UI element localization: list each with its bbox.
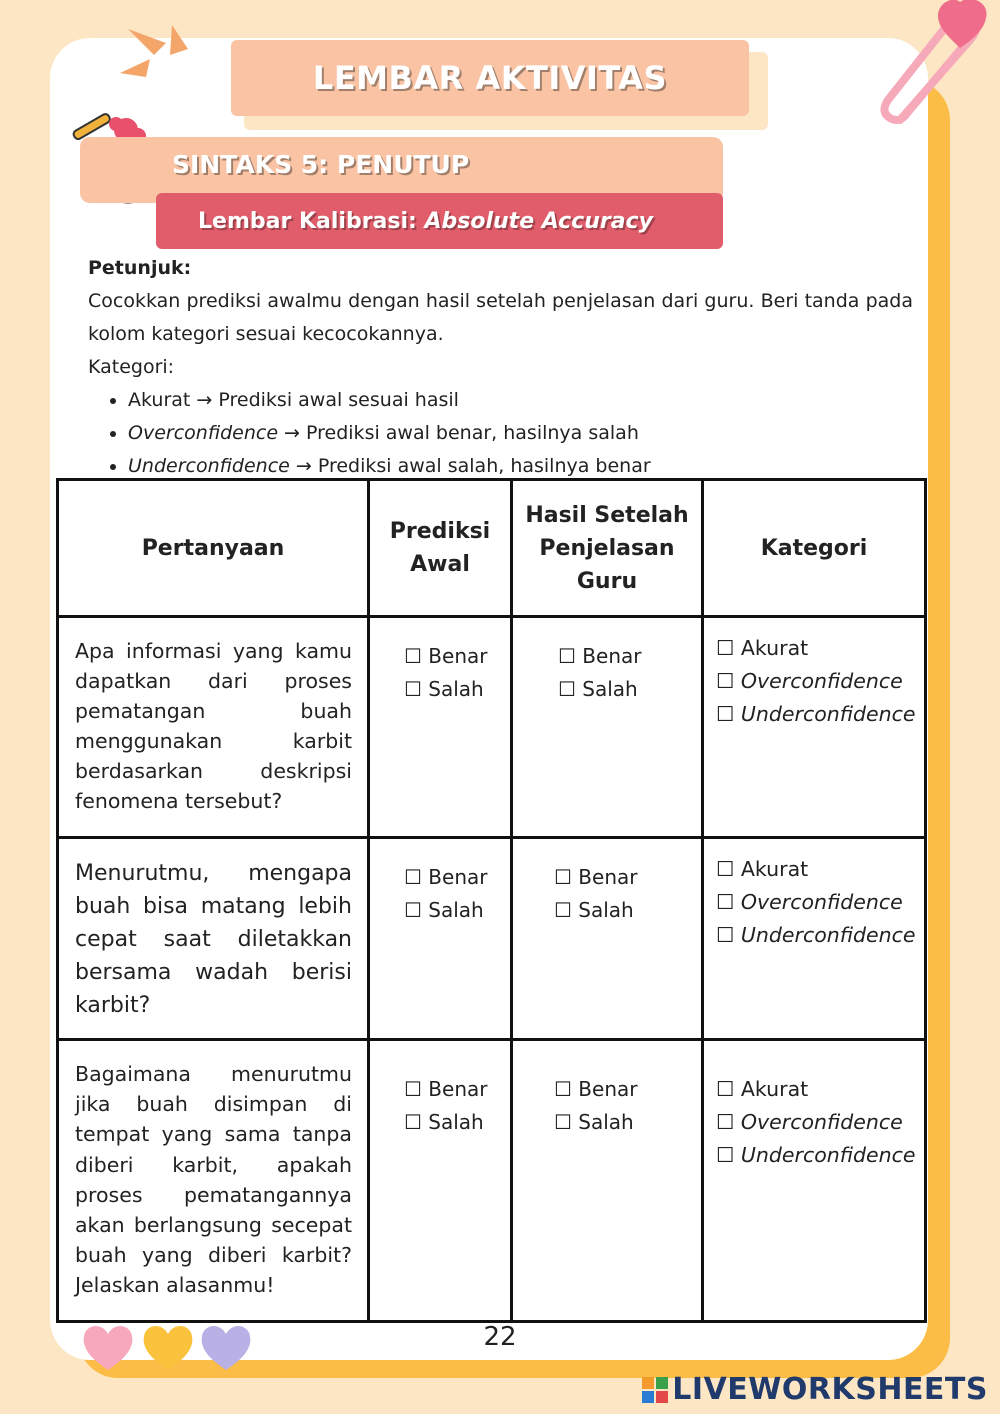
checkbox-salah[interactable]: ☐ Salah [404, 677, 484, 701]
checkbox-akurat[interactable]: ☐ Akurat [716, 636, 809, 660]
checkbox-box: ☐ [716, 890, 741, 914]
checkbox-box: ☐ [716, 702, 741, 726]
kategori-desc: → Prediksi awal salah, hasilnya benar [289, 455, 651, 477]
prediksi-cell [369, 617, 512, 838]
underconfidence-label: Underconfidence [740, 923, 916, 947]
kalibrasi-italic: Absolute Accuracy [424, 208, 653, 234]
header-hasil: Hasil Setelah Penjelasan Guru [512, 480, 703, 617]
kategori-label: Kategori: [88, 356, 175, 378]
kategori-desc: → Prediksi awal sesuai hasil [190, 389, 459, 411]
table-row [58, 1040, 926, 1322]
checkbox-box: ☐ [716, 669, 741, 693]
checkbox-overconfidence[interactable] [716, 665, 923, 698]
liveworksheets-logo-icon [642, 1377, 668, 1403]
hasil-cell [512, 617, 703, 838]
checkbox-akurat[interactable]: ☐ Akurat [716, 857, 809, 881]
kategori-term-overconfidence: Overconfidence [128, 422, 279, 444]
kategori-cell [703, 617, 926, 838]
kalibrasi-prefix: Lembar Kalibrasi: [198, 208, 425, 234]
heart-paperclip-icon [860, 0, 1000, 140]
header-kategori: Kategori [703, 480, 926, 617]
list-item [128, 384, 913, 417]
checkbox-salah[interactable]: ☐ Salah [404, 1110, 484, 1134]
table-row [58, 838, 926, 1040]
checkbox-overconfidence[interactable] [716, 886, 923, 919]
title-banner [231, 40, 749, 116]
checkbox-salah[interactable]: ☐ Salah [554, 1110, 634, 1134]
overconfidence-label: Overconfidence [740, 669, 903, 693]
instructions-heading: Petunjuk: [88, 257, 192, 279]
liveworksheets-brand: LIVEWORKSHEETS [672, 1372, 988, 1407]
checkbox-overconfidence[interactable] [716, 1106, 923, 1139]
kategori-desc: → Prediksi awal benar, hasilnya salah [278, 422, 639, 444]
hasil-cell [512, 1040, 703, 1322]
page-number: 22 [483, 1322, 517, 1352]
question-cell: Bagaimana menurutmu jika buah disimpan di tempat yang sama tanpa diberi karbit, apakah proses pematangannya akan berlangsung secepat buah yang diberi karbit? Jelaskan alasanmu! [58, 1040, 369, 1322]
table-header-row [58, 480, 926, 617]
checkbox-salah[interactable]: ☐ Salah [404, 898, 484, 922]
checkbox-underconfidence[interactable] [716, 1139, 923, 1172]
checkbox-underconfidence[interactable] [716, 919, 923, 952]
question-cell: Apa informasi yang kamu dapatkan dari proses pematangan buah menggunakan karbit berdasarkan deskripsi fenomena tersebut? [58, 617, 369, 838]
question-cell: Menurutmu, mengapa buah bisa matang lebih cepat saat diletakkan bersama wadah berisi karbit? [58, 838, 369, 1040]
kategori-cell [703, 1040, 926, 1322]
checkbox-box: ☐ [716, 1110, 741, 1134]
instructions-body: Cocokkan prediksi awalmu dengan hasil setelah penjelasan dari guru. Beri tanda pada kolom kategori sesuai kecocokannya. [88, 290, 913, 345]
checkbox-benar[interactable]: ☐ Benar [404, 1077, 488, 1101]
kalibrasi-banner [156, 193, 723, 249]
table-row [58, 617, 926, 838]
checkbox-salah[interactable]: ☐ Salah [554, 898, 634, 922]
prediksi-cell [369, 1040, 512, 1322]
header-prediksi-awal: Prediksi Awal [369, 480, 512, 617]
kategori-list [88, 384, 913, 483]
checkbox-benar[interactable]: ☐ Benar [404, 644, 488, 668]
prediksi-cell [369, 838, 512, 1040]
underconfidence-label: Underconfidence [740, 702, 916, 726]
checkbox-benar[interactable]: ☐ Benar [558, 644, 642, 668]
checkbox-benar[interactable]: ☐ Benar [404, 865, 488, 889]
hasil-cell [512, 838, 703, 1040]
checkbox-box: ☐ [716, 1143, 741, 1167]
checkbox-akurat[interactable]: ☐ Akurat [716, 1077, 809, 1101]
sparkle-rays-icon [110, 15, 200, 85]
instructions [88, 252, 913, 483]
kategori-cell [703, 838, 926, 1040]
overconfidence-label: Overconfidence [740, 890, 903, 914]
checkbox-salah[interactable]: ☐ Salah [558, 677, 638, 701]
checkbox-underconfidence[interactable] [716, 698, 923, 731]
checkbox-benar[interactable]: ☐ Benar [554, 865, 638, 889]
kategori-term-akurat: Akurat [128, 389, 191, 411]
hearts-decoration-icon [80, 1320, 260, 1376]
kalibrasi-title [156, 209, 653, 234]
list-item [128, 417, 913, 450]
page-title: LEMBAR AKTIVITAS [312, 59, 668, 97]
sintaks-title: SINTAKS 5: PENUTUP [172, 150, 470, 179]
overconfidence-label: Overconfidence [740, 1110, 903, 1134]
underconfidence-label: Underconfidence [740, 1143, 916, 1167]
liveworksheets-logo [642, 1372, 988, 1407]
checkbox-benar[interactable]: ☐ Benar [554, 1077, 638, 1101]
calibration-table [56, 478, 927, 1323]
checkbox-box: ☐ [716, 923, 741, 947]
header-pertanyaan: Pertanyaan [58, 480, 369, 617]
kategori-term-underconfidence: Underconfidence [128, 455, 290, 477]
